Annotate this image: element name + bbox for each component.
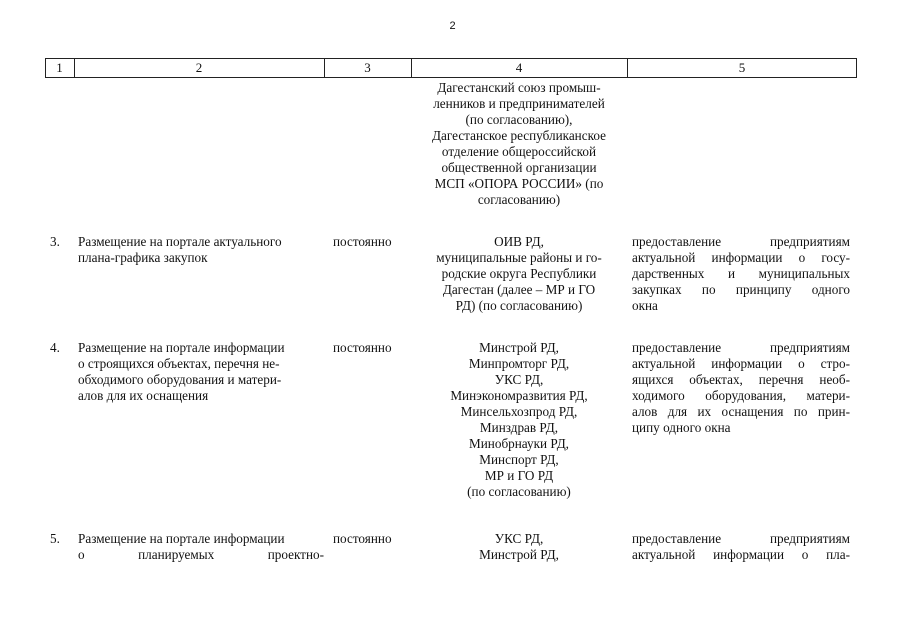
cell-line: ОИВ РД,: [494, 234, 544, 249]
cell-line: РД) (по согласованию): [455, 298, 583, 313]
row-number: 4.: [50, 340, 60, 355]
cell-line: (по согласованию): [467, 484, 571, 499]
cell-line: муниципальные районы и го-: [436, 250, 602, 265]
row-deadline: постоянно: [333, 340, 392, 355]
cell-line: УКС РД,: [494, 531, 544, 546]
header-col-1: 1: [56, 60, 63, 75]
cell-line: отделение общероссийской: [441, 144, 597, 159]
row-activity: [78, 234, 324, 266]
row-number: 3.: [50, 234, 60, 249]
cell-line: Дагестанское республиканское: [432, 128, 606, 143]
cell-line: ходимого оборудования, матери-: [632, 388, 850, 403]
cell-line: актуальной информации о пла-: [632, 547, 850, 562]
cell-line: плана-графика закупок: [78, 250, 208, 265]
cell-line: ципу одного окна: [632, 420, 731, 435]
cell-line: общественной организации: [441, 160, 597, 175]
row-result: [632, 531, 850, 563]
cell-line: Дагестан (далее – МР и ГО: [442, 282, 596, 297]
cell-line: УКС РД,: [494, 372, 544, 387]
cell-line: Минспорт РД,: [479, 452, 559, 467]
cell-line: ленников и предпринимателей: [433, 96, 605, 111]
cell-line: родские округа Республики: [441, 266, 597, 281]
cell-line: Минпромторг РД,: [468, 356, 570, 371]
header-col-2: 2: [195, 60, 203, 75]
cell-line: алов для их оснащения: [78, 388, 209, 403]
header-col-4: 4: [515, 60, 523, 75]
cell-line: дарственных и муниципальных: [632, 266, 850, 281]
continuation-col4: [410, 80, 628, 208]
row-number: 5.: [50, 531, 60, 546]
cell-line: Минстрой РД,: [479, 340, 559, 355]
cell-line: актуальной информации о госу-: [632, 250, 850, 265]
cell-line: ящихся объектах, перечня необ-: [632, 372, 850, 387]
cell-line: Дагестанский союз промыш-: [437, 80, 601, 95]
cell-line: Минэкономразвития РД,: [450, 388, 588, 403]
cell-line: алов для их оснащения по прин-: [632, 404, 850, 419]
cell-line: Минстрой РД,: [479, 547, 559, 562]
cell-line: (по согласованию),: [465, 112, 573, 127]
cell-line: актуальной информации о стро-: [632, 356, 850, 371]
row-responsible: [410, 234, 628, 314]
row-responsible: [410, 531, 628, 563]
cell-line: МР и ГО РД: [484, 468, 554, 483]
cell-line: Минсельхозпрод РД,: [460, 404, 578, 419]
row-activity: [78, 340, 324, 404]
cell-line: Минздрав РД,: [479, 420, 559, 435]
row-result: [632, 340, 850, 436]
row-responsible: [410, 340, 628, 500]
cell-line: о строящихся объектах, перечня не-: [78, 356, 280, 371]
row-deadline: постоянно: [333, 234, 392, 249]
cell-line: Минобрнауки РД,: [469, 436, 569, 451]
table-header-row: [45, 58, 857, 78]
cell-line: предоставление предприятиям: [632, 234, 850, 249]
header-col-5: 5: [738, 60, 746, 75]
cell-line: согласованию): [477, 192, 561, 207]
cell-line: Размещение на портале информации: [78, 340, 285, 355]
cell-line: МСП «ОПОРА РОССИИ» (по: [434, 176, 604, 191]
cell-line: закупках по принципу одного: [632, 282, 850, 297]
table-border: [856, 59, 857, 77]
row-deadline: постоянно: [333, 531, 392, 546]
row-activity: [78, 531, 324, 563]
cell-line: Размещение на портале актуального: [78, 234, 282, 249]
row-result: [632, 234, 850, 314]
cell-line: окна: [632, 298, 658, 313]
cell-line: предоставление предприятиям: [632, 531, 850, 546]
cell-line: предоставление предприятиям: [632, 340, 850, 355]
page-number: 2: [449, 20, 456, 32]
header-col-3: 3: [364, 60, 371, 75]
cell-line: обходимого оборудования и матери-: [78, 372, 282, 387]
cell-line: о планируемых проектно-: [78, 547, 324, 562]
cell-line: Размещение на портале информации: [78, 531, 285, 546]
